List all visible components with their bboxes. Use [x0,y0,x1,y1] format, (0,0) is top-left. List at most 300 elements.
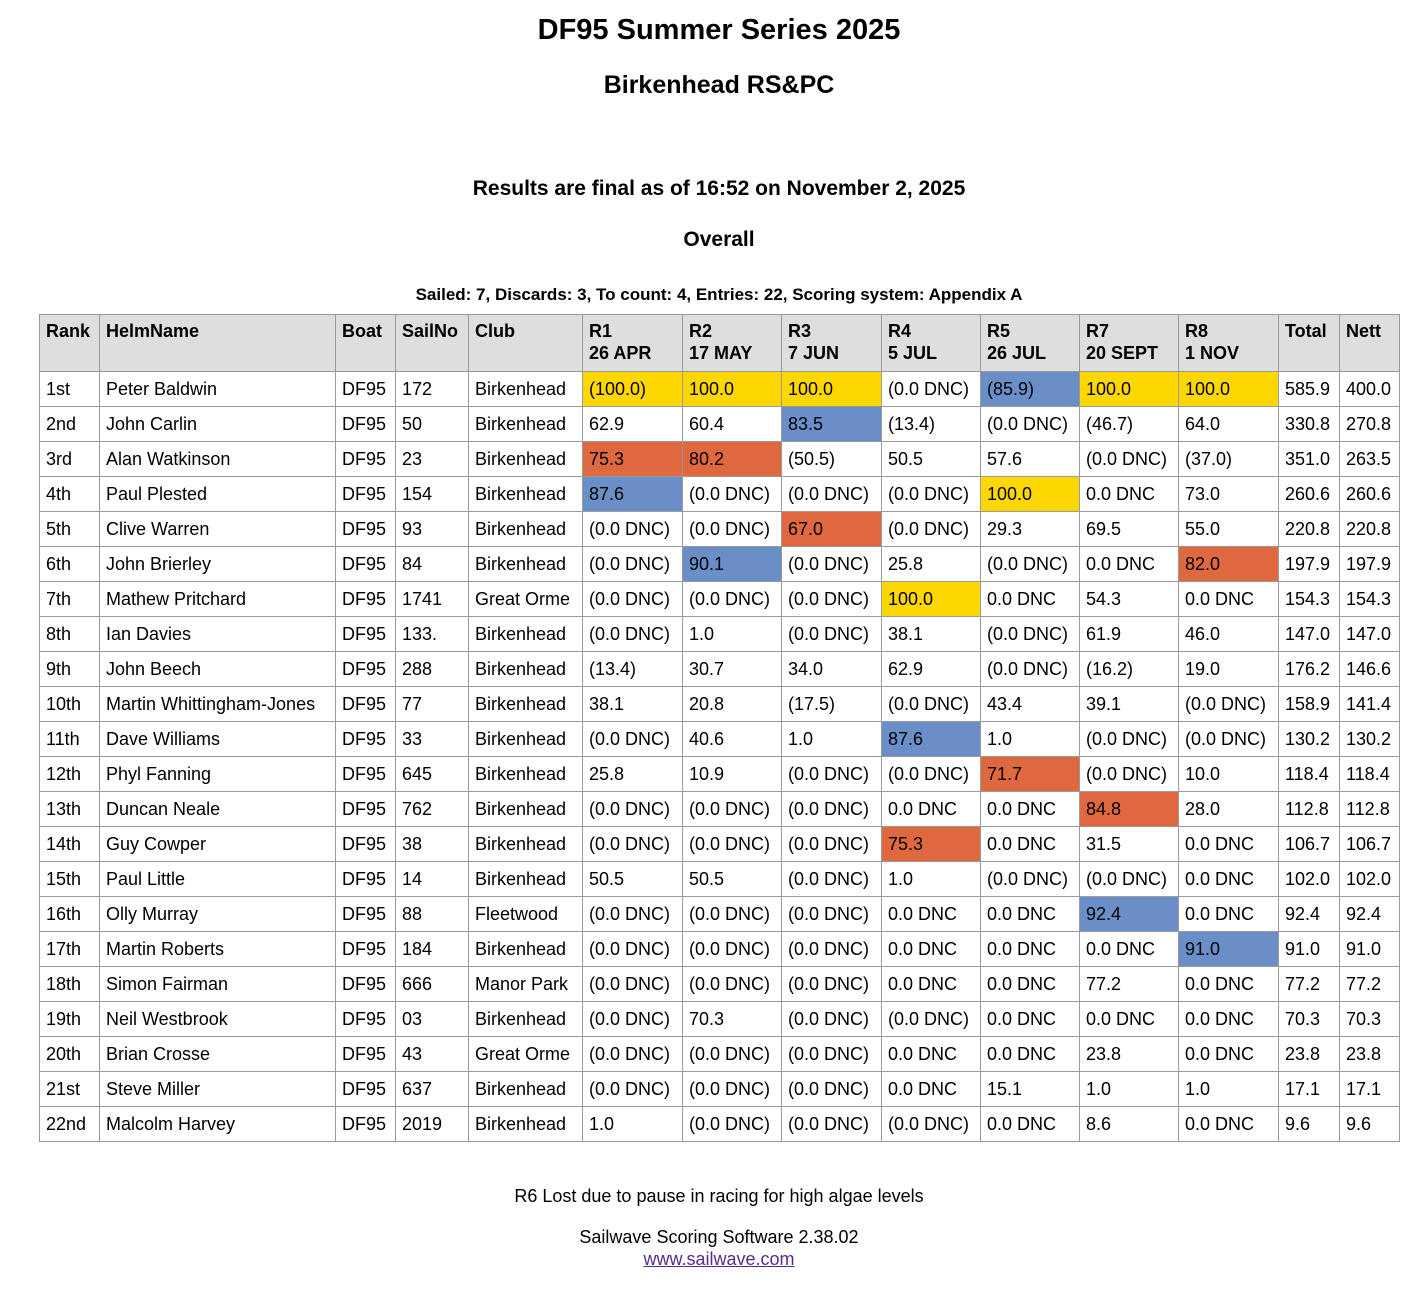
race-score-cell: (0.0 DNC) [683,967,782,1002]
rank-cell: 20th [40,1037,100,1072]
nett-cell: 92.4 [1340,897,1400,932]
table-row [40,477,1400,512]
race-score-cell: (0.0 DNC) [782,932,882,967]
club-cell: Birkenhead [469,827,583,862]
race-score-cell: (0.0 DNC) [583,582,683,617]
race-score-cell: 23.8 [1080,1037,1179,1072]
sail-number-cell: 23 [396,442,469,477]
boat-cell: DF95 [336,687,396,722]
race-score-cell: (13.4) [882,407,981,442]
total-cell: 585.9 [1279,372,1340,407]
column-header-date: 1 NOV [1185,343,1240,363]
race-score-cell: 67.0 [782,512,882,547]
race-score-cell: 92.4 [1080,897,1179,932]
table-row [40,1002,1400,1037]
race-score-cell: (0.0 DNC) [583,932,683,967]
nett-cell: 141.4 [1340,687,1400,722]
boat-cell: DF95 [336,652,396,687]
results-table [39,314,1400,1142]
helm-name-cell: John Beech [100,652,336,687]
nett-cell: 154.3 [1340,582,1400,617]
nett-cell: 112.8 [1340,792,1400,827]
club-cell: Birkenhead [469,1002,583,1037]
race-score-cell: 25.8 [882,547,981,582]
rank-cell: 12th [40,757,100,792]
table-row [40,967,1400,1002]
column-header [1080,315,1179,372]
race-score-cell: 100.0 [782,372,882,407]
race-score-cell: (0.0 DNC) [981,547,1080,582]
race-score-cell: (0.0 DNC) [683,932,782,967]
table-row [40,442,1400,477]
race-score-cell: 8.6 [1080,1107,1179,1142]
race-score-cell: 100.0 [882,582,981,617]
race-score-cell: 38.1 [882,617,981,652]
race-score-cell: 83.5 [782,407,882,442]
race-score-cell: 34.0 [782,652,882,687]
boat-cell: DF95 [336,442,396,477]
race-score-cell: (0.0 DNC) [782,1037,882,1072]
race-score-cell: (0.0 DNC) [981,617,1080,652]
boat-cell: DF95 [336,757,396,792]
total-cell: 176.2 [1279,652,1340,687]
nett-cell: 91.0 [1340,932,1400,967]
column-header-date: 5 JUL [888,343,938,363]
table-row [40,827,1400,862]
boat-cell: DF95 [336,617,396,652]
rank-cell: 19th [40,1002,100,1037]
rank-cell: 1st [40,372,100,407]
club-cell: Birkenhead [469,722,583,757]
sail-number-cell: 154 [396,477,469,512]
race-score-cell: 28.0 [1179,792,1279,827]
boat-cell: DF95 [336,792,396,827]
total-cell: 197.9 [1279,547,1340,582]
table-row [40,582,1400,617]
helm-name-cell: Peter Baldwin [100,372,336,407]
race-score-cell: (0.0 DNC) [583,792,683,827]
race-score-cell: (0.0 DNC) [583,1037,683,1072]
boat-cell: DF95 [336,512,396,547]
race-score-cell: (0.0 DNC) [882,372,981,407]
race-score-cell: 0.0 DNC [1179,967,1279,1002]
rank-cell: 9th [40,652,100,687]
race-score-cell: 0.0 DNC [1179,862,1279,897]
helm-name-cell: Malcolm Harvey [100,1107,336,1142]
total-cell: 158.9 [1279,687,1340,722]
table-row [40,792,1400,827]
race-score-cell: (0.0 DNC) [882,1002,981,1037]
race-score-cell: 75.3 [882,827,981,862]
column-header [1179,315,1279,372]
column-header-label: R2 [689,321,713,341]
rank-cell: 22nd [40,1107,100,1142]
club-cell: Birkenhead [469,1072,583,1107]
race-score-cell: 57.6 [981,442,1080,477]
race-score-cell: 77.2 [1080,967,1179,1002]
race-score-cell: 80.2 [683,442,782,477]
column-header [583,315,683,372]
race-score-cell: (0.0 DNC) [583,897,683,932]
total-cell: 147.0 [1279,617,1340,652]
total-cell: 351.0 [1279,442,1340,477]
rank-cell: 6th [40,547,100,582]
race-score-cell: (0.0 DNC) [782,967,882,1002]
race-score-cell: (0.0 DNC) [1080,442,1179,477]
table-row [40,512,1400,547]
club-cell: Birkenhead [469,652,583,687]
race-score-cell: (0.0 DNC) [882,1107,981,1142]
total-cell: 23.8 [1279,1037,1340,1072]
nett-cell: 130.2 [1340,722,1400,757]
sail-number-cell: 1741 [396,582,469,617]
race-score-cell: (46.7) [1080,407,1179,442]
helm-name-cell: Mathew Pritchard [100,582,336,617]
boat-cell: DF95 [336,967,396,1002]
race-score-cell: 82.0 [1179,547,1279,582]
race-score-cell: 0.0 DNC [981,1002,1080,1037]
race-score-cell: (0.0 DNC) [683,1037,782,1072]
race-score-cell: 0.0 DNC [981,1107,1080,1142]
club-cell: Birkenhead [469,407,583,442]
helm-name-cell: Dave Williams [100,722,336,757]
rank-cell: 7th [40,582,100,617]
column-header-label: Total [1285,321,1327,341]
race-score-cell: (0.0 DNC) [583,1002,683,1037]
column-header-label: R1 [589,321,613,341]
race-score-cell: 1.0 [782,722,882,757]
sail-number-cell: 2019 [396,1107,469,1142]
club-cell: Fleetwood [469,897,583,932]
boat-cell: DF95 [336,1072,396,1107]
race-score-cell: (0.0 DNC) [782,792,882,827]
race-score-cell: 87.6 [882,722,981,757]
race-score-cell: (0.0 DNC) [683,477,782,512]
race-score-cell: (0.0 DNC) [782,862,882,897]
race-score-cell: 25.8 [583,757,683,792]
column-header-date: 20 SEPT [1086,343,1159,363]
nett-cell: 102.0 [1340,862,1400,897]
race-score-cell: (0.0 DNC) [583,967,683,1002]
total-cell: 9.6 [1279,1107,1340,1142]
sail-number-cell: 14 [396,862,469,897]
nett-cell: 146.6 [1340,652,1400,687]
race-score-cell: (17.5) [782,687,882,722]
sail-number-cell: 38 [396,827,469,862]
column-header-label: R5 [987,321,1011,341]
race-score-cell: 0.0 DNC [1080,1002,1179,1037]
race-score-cell: 60.4 [683,407,782,442]
sail-number-cell: 88 [396,897,469,932]
table-row [40,897,1400,932]
rank-cell: 2nd [40,407,100,442]
race-score-cell: 0.0 DNC [882,967,981,1002]
column-header [1340,315,1400,372]
table-row [40,722,1400,757]
total-cell: 17.1 [1279,1072,1340,1107]
race-score-cell: 1.0 [1179,1072,1279,1107]
table-row [40,862,1400,897]
race-score-cell: (0.0 DNC) [981,862,1080,897]
total-cell: 92.4 [1279,897,1340,932]
race-score-cell: (37.0) [1179,442,1279,477]
helm-name-cell: Guy Cowper [100,827,336,862]
nett-cell: 17.1 [1340,1072,1400,1107]
race-score-cell: (50.5) [782,442,882,477]
race-score-cell: (0.0 DNC) [882,512,981,547]
race-score-cell: (0.0 DNC) [981,652,1080,687]
nett-cell: 400.0 [1340,372,1400,407]
race-score-cell: 0.0 DNC [981,1037,1080,1072]
race-score-cell: 70.3 [683,1002,782,1037]
helm-name-cell: Neil Westbrook [100,1002,336,1037]
helm-name-cell: John Brierley [100,547,336,582]
race-score-cell: 0.0 DNC [1080,477,1179,512]
sail-number-cell: 43 [396,1037,469,1072]
total-cell: 77.2 [1279,967,1340,1002]
total-cell: 130.2 [1279,722,1340,757]
race-score-cell: 73.0 [1179,477,1279,512]
race-score-cell: (0.0 DNC) [583,827,683,862]
race-score-cell: 1.0 [683,617,782,652]
helm-name-cell: Simon Fairman [100,967,336,1002]
rank-cell: 18th [40,967,100,1002]
club-cell: Birkenhead [469,617,583,652]
sail-number-cell: 645 [396,757,469,792]
race-score-cell: 10.9 [683,757,782,792]
race-score-cell: 31.5 [1080,827,1179,862]
race-score-cell: 0.0 DNC [882,1072,981,1107]
race-score-cell: (0.0 DNC) [1080,757,1179,792]
race-score-cell: 0.0 DNC [981,967,1080,1002]
table-row [40,652,1400,687]
boat-cell: DF95 [336,407,396,442]
column-header-date: 7 JUN [788,343,840,363]
column-header-label: Boat [342,321,382,341]
race-score-cell: (0.0 DNC) [683,827,782,862]
helm-name-cell: Phyl Fanning [100,757,336,792]
rank-cell: 5th [40,512,100,547]
sail-number-cell: 50 [396,407,469,442]
table-row [40,1072,1400,1107]
page-title: DF95 Summer Series 2025 [537,14,901,46]
sailwave-link[interactable]: www.sailwave.com [643,1249,795,1269]
race-score-cell: (0.0 DNC) [683,792,782,827]
race-score-cell: 71.7 [981,757,1080,792]
column-header-label: R8 [1185,321,1209,341]
race-score-cell: 0.0 DNC [981,827,1080,862]
race-score-cell: (0.0 DNC) [782,1072,882,1107]
club-cell: Manor Park [469,967,583,1002]
sail-number-cell: 184 [396,932,469,967]
nett-cell: 77.2 [1340,967,1400,1002]
column-header-label: Nett [1346,321,1381,341]
race-score-cell: 30.7 [683,652,782,687]
column-header [882,315,981,372]
column-header-label: SailNo [402,321,459,341]
race-score-cell: 0.0 DNC [1179,827,1279,862]
software-credit: Sailwave Scoring Software 2.38.02 [579,1227,859,1247]
race-score-cell: (0.0 DNC) [981,407,1080,442]
nett-cell: 220.8 [1340,512,1400,547]
race-score-cell: 20.8 [683,687,782,722]
race-score-cell: (13.4) [583,652,683,687]
sail-number-cell: 172 [396,372,469,407]
column-header [683,315,782,372]
table-header-row [40,315,1400,372]
boat-cell: DF95 [336,932,396,967]
race-score-cell: (16.2) [1080,652,1179,687]
nett-cell: 263.5 [1340,442,1400,477]
rank-cell: 21st [40,1072,100,1107]
table-body [40,372,1400,1142]
club-cell: Birkenhead [469,792,583,827]
rank-cell: 4th [40,477,100,512]
column-header [981,315,1080,372]
race-score-cell: 90.1 [683,547,782,582]
sail-number-cell: 84 [396,547,469,582]
race-score-cell: 69.5 [1080,512,1179,547]
race-score-cell: 0.0 DNC [981,897,1080,932]
race-score-cell: (0.0 DNC) [882,477,981,512]
total-cell: 102.0 [1279,862,1340,897]
nett-cell: 9.6 [1340,1107,1400,1142]
race-score-cell: (0.0 DNC) [882,757,981,792]
club-cell: Birkenhead [469,372,583,407]
boat-cell: DF95 [336,1107,396,1142]
race-score-cell: (0.0 DNC) [583,1072,683,1107]
column-header-date: 17 MAY [689,343,753,363]
rank-cell: 15th [40,862,100,897]
nett-cell: 197.9 [1340,547,1400,582]
race-score-cell: 100.0 [1179,372,1279,407]
race-score-cell: (0.0 DNC) [1179,687,1279,722]
nett-cell: 260.6 [1340,477,1400,512]
sail-number-cell: 762 [396,792,469,827]
race-score-cell: 75.3 [583,442,683,477]
helm-name-cell: Paul Plested [100,477,336,512]
sail-number-cell: 133. [396,617,469,652]
boat-cell: DF95 [336,722,396,757]
helm-name-cell: Ian Davies [100,617,336,652]
boat-cell: DF95 [336,547,396,582]
sail-number-cell: 03 [396,1002,469,1037]
helm-name-cell: Olly Murray [100,897,336,932]
race-score-cell: (0.0 DNC) [782,1107,882,1142]
boat-cell: DF95 [336,372,396,407]
rank-cell: 11th [40,722,100,757]
race-score-cell: 38.1 [583,687,683,722]
race-score-cell: (0.0 DNC) [882,687,981,722]
club-cell: Birkenhead [469,687,583,722]
race-score-cell: 10.0 [1179,757,1279,792]
total-cell: 91.0 [1279,932,1340,967]
total-cell: 118.4 [1279,757,1340,792]
column-header [100,315,336,372]
race-score-cell: 0.0 DNC [981,582,1080,617]
race-score-cell: 0.0 DNC [1179,1107,1279,1142]
club-cell: Birkenhead [469,932,583,967]
table-row [40,1037,1400,1072]
race-score-cell: (0.0 DNC) [1080,722,1179,757]
total-cell: 260.6 [1279,477,1340,512]
race-score-cell: 0.0 DNC [1080,932,1179,967]
race-score-cell: (0.0 DNC) [782,582,882,617]
nett-cell: 118.4 [1340,757,1400,792]
rank-cell: 17th [40,932,100,967]
race-score-cell: 39.1 [1080,687,1179,722]
race-score-cell: 40.6 [683,722,782,757]
race-score-cell: (0.0 DNC) [782,897,882,932]
race-note: R6 Lost due to pause in racing for high algae levels [514,1186,924,1206]
race-score-cell: (85.9) [981,372,1080,407]
race-score-cell: 61.9 [1080,617,1179,652]
sail-number-cell: 637 [396,1072,469,1107]
table-row [40,932,1400,967]
total-cell: 154.3 [1279,582,1340,617]
race-score-cell: 0.0 DNC [1179,1002,1279,1037]
race-score-cell: 43.4 [981,687,1080,722]
race-score-cell: (0.0 DNC) [583,722,683,757]
club-cell: Great Orme [469,582,583,617]
race-score-cell: 0.0 DNC [1179,897,1279,932]
total-cell: 330.8 [1279,407,1340,442]
column-header [1279,315,1340,372]
rank-cell: 10th [40,687,100,722]
column-header-label: HelmName [106,321,200,341]
boat-cell: DF95 [336,1002,396,1037]
table-row [40,617,1400,652]
nett-cell: 23.8 [1340,1037,1400,1072]
race-score-cell: 1.0 [981,722,1080,757]
total-cell: 106.7 [1279,827,1340,862]
section-heading: Overall [683,228,755,251]
race-score-cell: 46.0 [1179,617,1279,652]
rank-cell: 8th [40,617,100,652]
helm-name-cell: Alan Watkinson [100,442,336,477]
helm-name-cell: Brian Crosse [100,1037,336,1072]
race-score-cell: 0.0 DNC [882,792,981,827]
race-score-cell: (0.0 DNC) [1080,862,1179,897]
boat-cell: DF95 [336,862,396,897]
table-row [40,757,1400,792]
race-score-cell: (0.0 DNC) [583,512,683,547]
table-row [40,372,1400,407]
column-header-label: R4 [888,321,912,341]
race-score-cell: 1.0 [583,1107,683,1142]
table-row [40,1107,1400,1142]
sail-number-cell: 288 [396,652,469,687]
race-score-cell: (0.0 DNC) [683,1107,782,1142]
rank-cell: 3rd [40,442,100,477]
column-header [336,315,396,372]
nett-cell: 70.3 [1340,1002,1400,1037]
boat-cell: DF95 [336,477,396,512]
race-score-cell: 64.0 [1179,407,1279,442]
race-score-cell: 0.0 DNC [882,1037,981,1072]
club-cell: Birkenhead [469,862,583,897]
column-header-label: R7 [1086,321,1110,341]
race-score-cell: 0.0 DNC [882,932,981,967]
helm-name-cell: Duncan Neale [100,792,336,827]
race-score-cell: 29.3 [981,512,1080,547]
club-cell: Birkenhead [469,547,583,582]
table-row [40,407,1400,442]
sail-number-cell: 93 [396,512,469,547]
club-cell: Birkenhead [469,442,583,477]
race-score-cell: 100.0 [981,477,1080,512]
race-score-cell: 0.0 DNC [1179,1037,1279,1072]
